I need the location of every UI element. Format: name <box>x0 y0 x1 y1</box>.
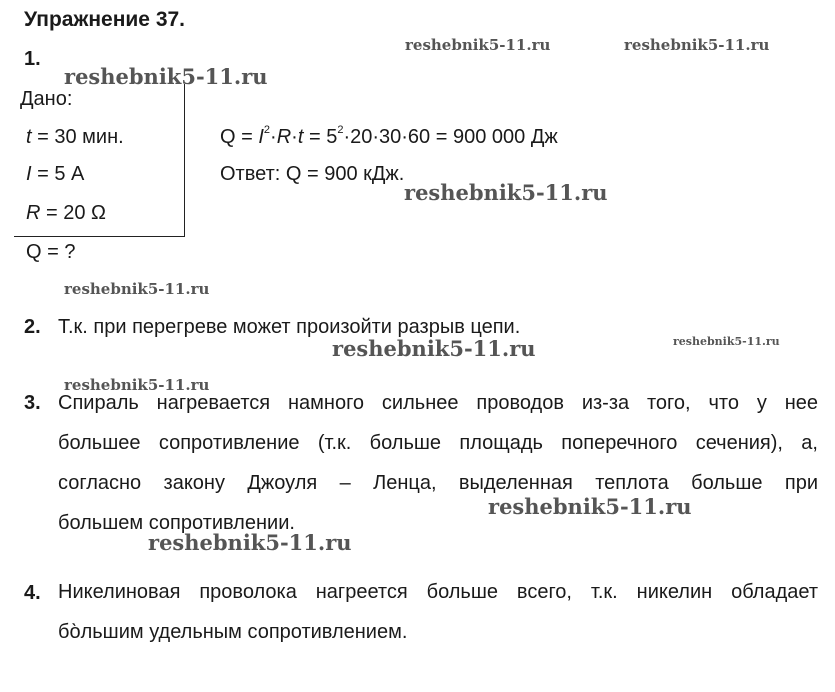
task3-paragraph <box>58 383 818 543</box>
given-t: t = 30 мин. <box>26 126 124 148</box>
watermark: reshebnik5-11.ru <box>404 180 608 205</box>
task4-paragraph <box>58 572 818 652</box>
task3-line: согласно закону Джоуля – Ленца, выделенная теплота больше при <box>58 472 818 494</box>
given-r: R = 20 Ω <box>26 202 106 224</box>
task4-line: Никелиновая проволока нагреется больше всего, т.к. никелин обладает <box>58 581 818 603</box>
solution-formula: $Q = I^2\cdot R\cdot t = 5^2\cdot 20\cdot 30\cdot 60 = 900$ 000 Дж <box>220 124 558 148</box>
watermark: reshebnik5-11.ru <box>64 376 210 394</box>
task4-line: бо̀льшим удельным сопротивлением. <box>58 621 408 643</box>
answer: Ответ: Q = 900 кДж. <box>220 163 405 185</box>
watermark: reshebnik5-11.ru <box>624 36 770 54</box>
task-number: 1. <box>24 48 41 70</box>
task3-line: Спираль нагревается намного сильнее проводов из-за того, что у нее <box>58 392 818 414</box>
given-label: Дано: <box>20 88 73 110</box>
task-number: 3. <box>24 392 41 414</box>
find-value: Q = ? <box>26 241 76 263</box>
watermark: reshebnik5-11.ru <box>64 64 268 89</box>
given-i: I = 5 А <box>26 163 85 185</box>
watermark: reshebnik5-11.ru <box>673 335 780 348</box>
task-number: 2. <box>24 316 41 338</box>
task3-line: большее сопротивление (т.к. больше площадь поперечного сечения), а, <box>58 432 818 454</box>
watermark: reshebnik5-11.ru <box>64 280 210 298</box>
task3-line: большем сопротивлении. <box>58 512 295 534</box>
task-number: 4. <box>24 582 41 604</box>
watermark: reshebnik5-11.ru <box>488 494 692 519</box>
watermark: reshebnik5-11.ru <box>332 336 536 361</box>
watermark: reshebnik5-11.ru <box>148 530 352 555</box>
task2-text: Т.к. при перегреве может произойти разрыв цепи. <box>58 316 521 338</box>
watermark: reshebnik5-11.ru <box>405 36 551 54</box>
exercise-title: Упражнение 37. <box>24 8 186 31</box>
